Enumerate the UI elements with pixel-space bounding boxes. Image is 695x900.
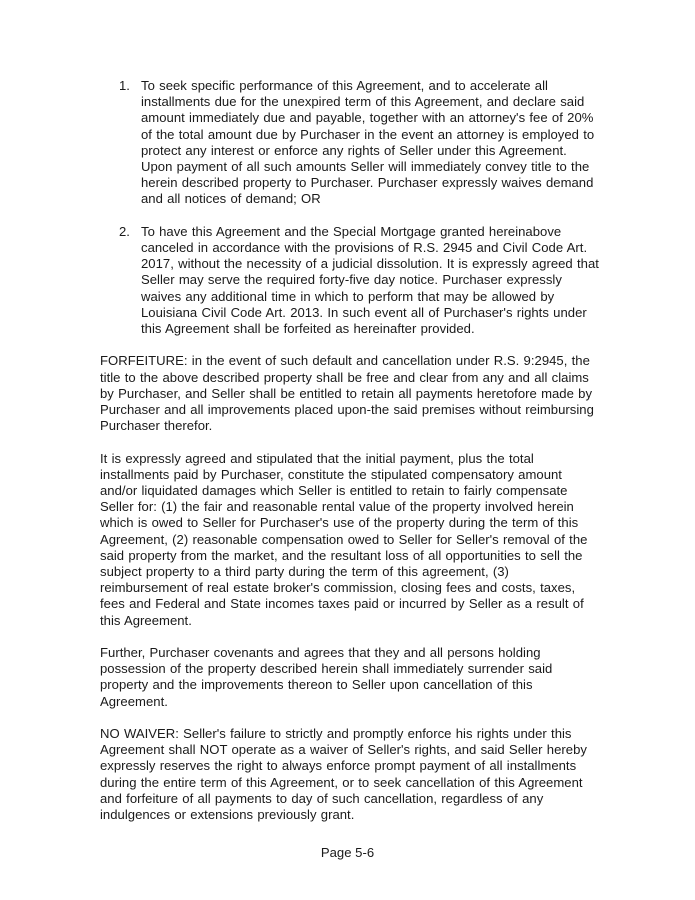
page-footer: Page 5-6 (320, 845, 375, 860)
list-item-text: To have this Agreement and the Special Mortgage granted hereinabove canceled in accordance with the provisions of R.S. 2945 and Civil Code Art. 2017, without the necessity of a judicial dissolution. It is expressly agreed that Seller may serve the required forty-five day notice. Purchaser expressly waives any additional time in which to perform that may be allowed by Louisiana Civil Code Art. 2013. In such event all of Purchaser's rights under this Agreement shall be forfeited as hereinafter provided. (141, 223, 599, 337)
paragraph-no-waiver: NO WAIVER: Seller's failure to strictly and promptly enforce his rights under this Agreement shall NOT operate as a waiver of Seller's rights, and said Seller hereby expressly reserves the right to always enforce prompt payment of all installments during the entire term of this Agreement, or to seek cancellation of this Agreement and forfeiture of all payments to day of such cancellation, regardless of any indulgences or extensions previously grant. (100, 726, 587, 823)
paragraph-surrender-possession: Further, Purchaser covenants and agrees that they and all persons holding possession of the property described herein shall immediately surrender said property and the improvements thereon to Seller upon cancellation of this Agreement. (100, 645, 553, 709)
remedies-numbered-list (100, 78, 600, 337)
list-item (100, 224, 600, 337)
document-body (100, 78, 600, 823)
list-item (100, 78, 600, 208)
list-item-marker: 2. (119, 223, 130, 239)
paragraph-forfeiture: FORFEITURE: in the event of such default and cancellation under R.S. 9:2945, the title to the above described property shall be free and clear from any and all claims by Purchaser, and Seller shall be entitled to retain all payments heretofore made by Purchaser and all improvements placed upon-the said premises without reimbursing Purchaser therefor. (100, 353, 594, 434)
list-item-marker: 1. (119, 78, 130, 93)
paragraph-liquidated-damages: It is expressly agreed and stipulated that the initial payment, plus the total installments paid by Purchaser, constitute the stipulated compensatory amount and/or liquidated damages which Seller is entitled to retain to fairly compensate Seller for: (1) the fair and reasonable rental value of the property involved herein which is owed to Seller for Purchaser's use of the property during the term of this Agreement, (2) reasonable compensation owed to Seller for Seller's removal of the said property from the market, and the resultant loss of all opportunities to sell the subject property to a third party during the term of this agreement, (3) reimbursement of real estate broker's commission, closing fees and costs, taxes, fees and Federal and State incomes taxes paid or incurred by Seller as a result of this Agreement. (100, 450, 588, 628)
list-item-text: To seek specific performance of this Agreement, and to accelerate all installments due for the unexpired term of this Agreement, and declare said amount immediately due and payable, together with an attorney's fee of 20% of the total amount due by Purchaser in the event an attorney is employed to protect any interest or enforce any rights of Seller under this Agreement. Upon payment of all such amounts Seller will immediately convey title to the herein described property to Purchaser. Purchaser expressly waives demand and all notices of demand; OR (141, 78, 595, 207)
